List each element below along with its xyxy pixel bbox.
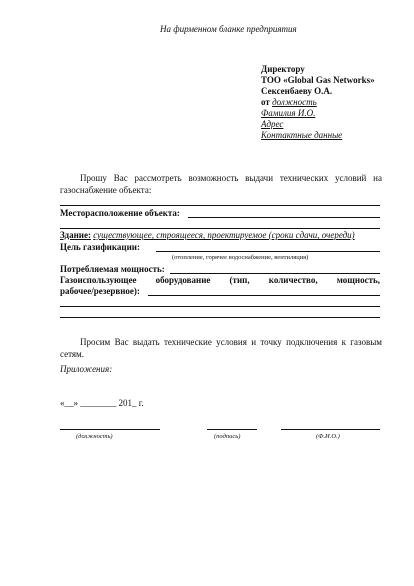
building-label: Здание:: [60, 230, 91, 240]
addressee-company: ТОО «Global Gas Networks»: [261, 75, 375, 85]
equipment-label-1: Газоиспользующее оборудование (тип, количество, мощность,: [60, 275, 380, 285]
sender-position-row: [261, 97, 317, 108]
purpose-line: [156, 251, 380, 252]
signature-line: [207, 429, 257, 430]
sender-address: Адрес: [261, 119, 284, 129]
closing-paragraph: Просим Вас выдать технические условия и точку подключения к газовым сетям.: [60, 337, 382, 359]
sender-position: должность: [272, 97, 317, 107]
building-row: [60, 230, 355, 240]
blank-line: [60, 306, 380, 307]
equipment-line: [148, 295, 380, 296]
addressee-title: Директору: [261, 64, 305, 74]
position-signature-line: [60, 429, 160, 430]
equipment-label-2: рабочее/резервное):: [60, 286, 140, 296]
sender-fullname: Фамилия И.О.: [261, 108, 316, 118]
purpose-hint: (отопление, горячее водоснабжение, вентиляция): [172, 254, 309, 261]
fio-caption: (Ф.И.О.): [316, 433, 340, 440]
addressee-name: Сексенбаеву О.А.: [261, 86, 333, 96]
request-paragraph: Прошу Вас рассмотреть возможность выдачи технических условий на газоснабжение объекта:: [60, 173, 382, 195]
consumption-line: [170, 273, 380, 274]
location-label: Месторасположение объекта:: [60, 208, 180, 218]
location-line: [188, 217, 380, 218]
letterhead-note: На фирменном бланке предприятия: [160, 24, 297, 34]
attachments-label: Приложения:: [60, 364, 113, 374]
purpose-label: Цель газификации:: [60, 242, 140, 252]
blank-line: [60, 205, 380, 206]
blank-line: [60, 317, 380, 318]
from-prefix: от: [261, 97, 270, 107]
fio-signature-line: [281, 429, 380, 430]
building-options: существующее, строящееся, проектируемое (сроки сдачи, очереди): [93, 230, 355, 240]
sender-contacts: Контактные данные: [261, 130, 343, 140]
date-line: «__» ________ 201_ г.: [60, 398, 144, 408]
consumption-label: Потребляемая мощность:: [60, 264, 165, 274]
blank-line: [60, 228, 380, 229]
signature-caption: (подпись): [214, 433, 241, 440]
position-caption: (должность): [76, 433, 113, 440]
